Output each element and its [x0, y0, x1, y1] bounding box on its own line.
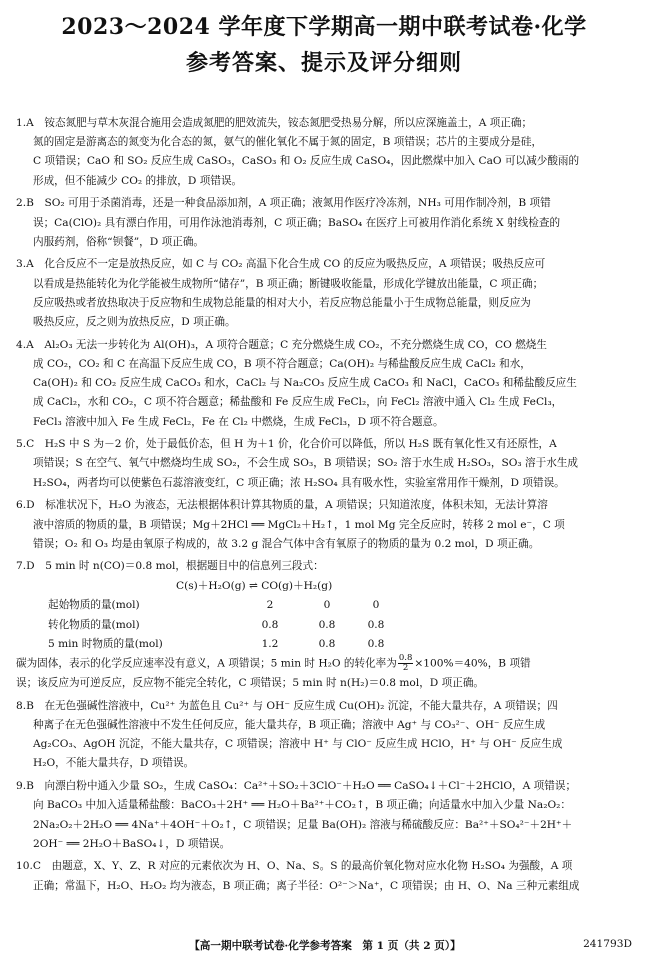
- answer-line: 2OH⁻ ══ 2H₂O＋BaSO₄↓，D 项错误。: [33, 837, 231, 850]
- answer-line: [16, 654, 634, 674]
- text-span: ×100%＝40%，B 项错: [414, 657, 531, 670]
- answer-line: 9.B 向漂白粉中通入少量 SO₂，生成 CaSO₄：Ca²⁺＋SO₂＋3ClO⁻＋H₂O ══ CaSO₄↓＋Cl⁻＋2HClO，A 项错误；: [16, 780, 577, 793]
- cell-value: 1.2: [261, 638, 279, 651]
- answer-line: C 项错误；CaO 和 SO₂ 反应生成 CaSO₃，CaSO₃ 和 O₂ 反应生成 CaSO₄，因此燃煤中加入 CaO 可以减少酸雨的: [33, 155, 580, 168]
- answer-line: 向 BaCO₃ 中加入适量稀盐酸：BaCO₃＋2H⁺ ══ H₂O＋Ba²⁺＋CO₂↑，B 项正确；向适量水中加入少量 Na₂O₂：: [33, 799, 572, 812]
- answer-line: 正确；常温下，H₂O、H₂O₂ 均为液态，B 项正确；离子半径：O²⁻＞Na⁺，C 项错误；由 H、O、Na 三种元素组成: [33, 879, 580, 892]
- answer-8: [16, 697, 634, 774]
- answer-6: [16, 496, 634, 554]
- answer-line: 2Na₂O₂＋2H₂O ══ 4Na⁺＋4OH⁻＋O₂↑，C 项错误；足量 Ba(OH)₂ 溶液与稀硫酸反应：Ba²⁺＋SO₄²⁻＋2H⁺＋: [33, 818, 573, 831]
- table-row: [48, 635, 400, 655]
- answer-line: 氮的固定是游离态的氮变为化合态的氮，氨气的催化氧化不属于氮的固定，B 项错误；芯片的主要成分是硅，: [33, 136, 543, 149]
- fraction-numerator: 0.8: [398, 653, 413, 664]
- answer-line: 误；该反应为可逆反应，反应物不能完全转化，C 项错误；5 min 时 n(H₂)＝0.8 mol，D 项正确。: [16, 677, 485, 690]
- answer-line: Ag₂CO₃、AgOH 沉淀，不能大量共存，C 项错误；溶液中 H⁺ 与 ClO⁻ 反应生成 HClO，H⁺ 与 OH⁻ 反应生成: [33, 738, 563, 751]
- answer-line: 种离子在无色强碱性溶液中不发生任何反应，能大量共存，B 项正确；溶液中 Ag⁺ 与 CO₃²⁻、OH⁻ 反应生成: [33, 718, 546, 731]
- answer-line: 成 CaCl₂，水和 CO₂，C 项不符合题意；稀盐酸和 Fe 反应生成 FeCl₂，向 FeCl₂ 溶液中通入 Cl₂ 生成 FeCl₃，: [33, 396, 563, 409]
- answer-2: [16, 194, 634, 252]
- cell-value: 0.8: [367, 618, 385, 631]
- answer-9: [16, 777, 634, 854]
- answer-5: [16, 435, 634, 493]
- answer-content: [16, 114, 634, 899]
- cell-value: 0.8: [318, 618, 336, 631]
- three-stage-table: [48, 596, 400, 655]
- answer-line: 液中溶质的物质的量，B 项错误；Mg＋2HCl ══ MgCl₂＋H₂↑，1 mol Mg 完全反应时，转移 2 mol e⁻，C 项: [33, 518, 565, 531]
- answer-7: [16, 557, 634, 693]
- answer-line: 4.A Al₂O₃ 无法一步转化为 Al(OH)₃，A 项符合题意；C 充分燃烧生成 CO₂，不充分燃烧生成 CO，CO 燃烧生: [16, 338, 547, 351]
- answer-line: 错误；O₂ 和 O₃ 均是由氧原子构成的，故 3.2 g 混合气体中含有氧原子的物质的量为 0.2 mol，D 项正确。: [33, 537, 540, 550]
- answer-10: [16, 857, 634, 895]
- answer-line: 8.B 在无色强碱性溶液中，Cu²⁺ 为蓝色且 Cu²⁺ 与 OH⁻ 反应生成 Cu(OH)₂ 沉淀，不能大量共存，A 项错误；四: [16, 699, 558, 712]
- answer-line: H₂O，不能大量共存，D 项错误。: [33, 757, 195, 770]
- cell-value: 0.8: [318, 638, 336, 651]
- answer-line: 1.A 铵态氮肥与草木灰混合施用会造成氮肥的肥效流失，铵态氮肥受热易分解，所以应深施盖土，A 项正确；: [16, 117, 533, 129]
- table-row: [48, 615, 400, 635]
- answer-line: 吸热反应，反之则为放热反应，D 项正确。: [33, 316, 236, 329]
- footer-code: 241793D: [583, 938, 632, 950]
- cell-value: 0: [372, 599, 380, 612]
- table-row: [48, 596, 400, 616]
- answer-line: 项错误；S 在空气、氧气中燃烧均生成 SO₂，不会生成 SO₃，B 项错误；SO₂ 溶于水生成 H₂SO₃，SO₃ 溶于水生成: [33, 457, 579, 470]
- answer-1: [16, 114, 634, 191]
- cell-value: 0: [323, 599, 331, 612]
- answer-4: [16, 336, 634, 432]
- answer-3: [16, 255, 634, 332]
- answer-line: 误；Ca(ClO)₂ 具有漂白作用，可用作泳池消毒剂，C 项正确；BaSO₄ 在医疗上可被用作消化系统 X 射线检查的: [33, 216, 561, 229]
- answer-line: 形成，但不能减少 CO₂ 的排放，D 项错误。: [33, 174, 243, 187]
- answer-line: 3.A 化合反应不一定是放热反应，如 C 与 CO₂ 高温下化合生成 CO 的反应为吸热反应，A 项错误；吸热反应可: [16, 258, 546, 271]
- row-label: 转化物质的量(mol): [48, 618, 140, 631]
- answer-line: Ca(OH)₂ 和 CO₂ 反应生成 CaCO₃ 和水，CaCl₂ 与 Na₂CO₃ 反应生成 CaCO₃ 和 NaCl，CaCO₃ 和稀盐酸反应生: [33, 377, 577, 390]
- row-label: 起始物质的量(mol): [48, 599, 140, 612]
- answer-line: 成 CO₂，CO₂ 和 C 在高温下反应生成 CO，B 项不符合题意；Ca(OH)₂ 与稀盐酸反应生成 CaCl₂ 和水，: [33, 357, 531, 370]
- answer-line: 2.B SO₂ 可用于杀菌消毒，还是一种食品添加剂，A 项正确；液氮用作医疗冷冻剂，NH₃ 可用作制冷剂，B 项错: [16, 197, 551, 210]
- cell-value: 0.8: [367, 638, 385, 651]
- document-subtitle: 参考答案、提示及评分细则: [185, 50, 462, 76]
- answer-line: 5.C H₂S 中 S 为－2 价，处于最低价态，但 H 为＋1 价，化合价可以降低，所以 H₂S 既有氧化性又有还原性，A: [16, 438, 557, 451]
- answer-line: H₂SO₄，两者均可以使紫色石蕊溶液变红，C 项正确；浓 H₂SO₄ 具有吸水性，实验室常用作干燥剂，D 项错误。: [33, 476, 565, 489]
- footer-page-info: 【高一期中联考试卷·化学参考答案 第 1 页（共 2 页）】: [189, 940, 461, 952]
- cell-value: 0.8: [261, 618, 279, 631]
- fraction: [398, 654, 414, 673]
- answer-line: 7.D 5 min 时 n(CO)＝0.8 mol，根据题目中的信息列三段式：: [16, 560, 324, 573]
- answer-line: 10.C 由题意，X、Y、Z、R 对应的元素依次为 H、O、Na、S。S 的最高价氧化物对应水化物 H₂SO₄ 为强酸，A 项: [16, 860, 573, 873]
- text-span: 碳为固体，表示的化学反应速率没有意义，A 项错误；5 min 时 H₂O 的转化率为: [16, 657, 397, 670]
- answer-line: 以看成是热能转化为化学能被生成物所“储存”，B 项正确；断键吸收能量，形成化学键放出能量，C 项正确；: [33, 277, 544, 290]
- fraction-denominator: 2: [402, 663, 409, 674]
- answer-line: 6.D 标准状况下，H₂O 为液态，无法根据体积计算其物质的量，A 项错误；只知道浓度，体积未知，无法计算溶: [16, 499, 548, 512]
- answer-line: FeCl₃ 溶液中加入 Fe 生成 FeCl₂，Fe 在 Cl₂ 中燃烧，生成 FeCl₃，D 项不符合题意。: [33, 415, 444, 428]
- document-title: 2023～2024 学年度下学期高一期中联考试卷·化学: [61, 14, 587, 40]
- answer-line: 内服药剂，俗称“钡餐”，D 项正确。: [33, 235, 205, 248]
- row-label: 5 min 时物质的量(mol): [48, 638, 163, 651]
- reaction-equation: C(s)＋H₂O(g) ⇌ CO(g)＋H₂(g): [176, 579, 333, 592]
- cell-value: 2: [266, 599, 274, 612]
- answer-line: 反应吸热或者放热取决于反应物和生成物总能量的相对大小，若反应物总能量小于生成物总能量，则反应为: [33, 296, 531, 309]
